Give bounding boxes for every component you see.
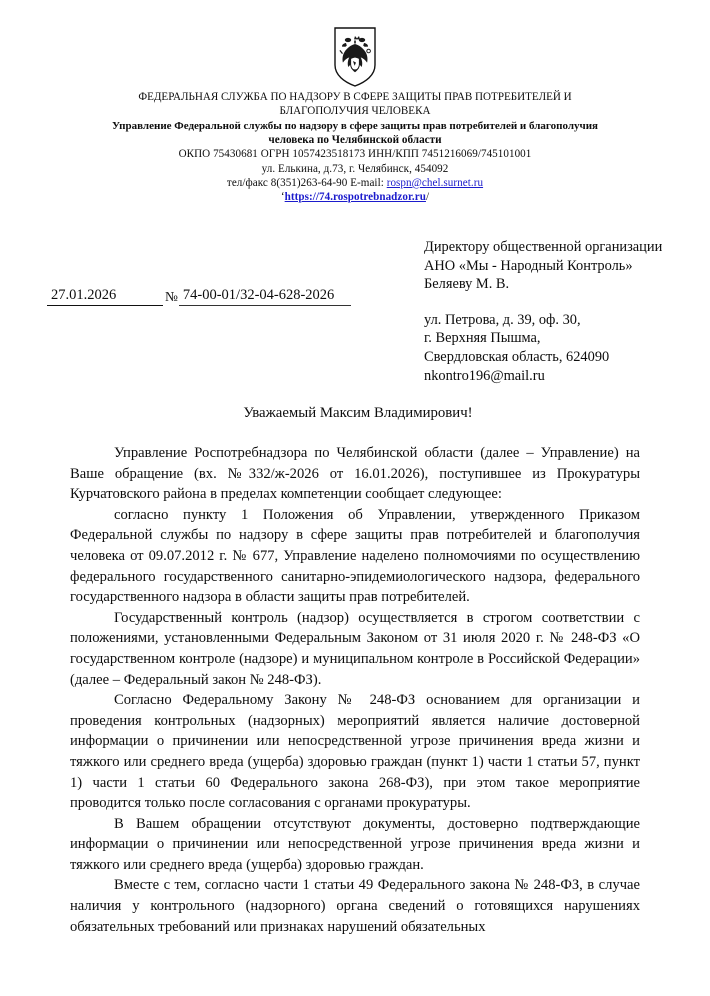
body-paragraph-1: Управление Роспотребнадзора по Челябинской области (далее – Управление) на Ваше обращение (вх. №332/ж-2026 от 16.01.2026), поступившее из Прокуратуры Курчатовского района в пределах компетенции сообщает следующее:: [70, 445, 640, 503]
letterhead-registration-codes: ОКПО 75430681 ОГРН 1057423518173 ИНН/КПП 7451216069/745101001: [178, 148, 532, 161]
emblem-container: [0, 0, 710, 87]
document-meta-row: [47, 287, 351, 306]
addressee-organization: АНО «Мы - Народный Контроль»: [424, 257, 633, 274]
letterhead-address: ул. Елькина, д.73, г. Челябинск, 454092: [261, 162, 449, 175]
addressee-street: ул. Петрова, д. 39, оф. 30,: [424, 311, 581, 328]
letterhead-line-3: Управление Федеральной службы по надзору в сфере защиты прав потребителей и благополучия: [112, 119, 598, 132]
russian-coat-of-arms-icon: [332, 27, 378, 87]
letter-body: [70, 404, 640, 937]
addressee-city: г. Верхняя Пышма,: [424, 330, 541, 347]
letterhead-phone-label: тел/факс 8(351)263-64-90 E-mail:: [226, 176, 384, 189]
website-suffix: /: [425, 191, 430, 204]
body-paragraph-3: Государственный контроль (надзор) осуществляется в строгом соответствии с положениями, установленными Федеральным Законом от 31 июля 2020 г. № 248-ФЗ «О государственном контроле (надзоре) и муниципальном контроле в Российской Федерации» (далее – Федеральный закон № 248-ФЗ).: [70, 609, 640, 688]
addressee-block: [424, 238, 686, 385]
website-link[interactable]: https://74.rospotrebnadzor.ru: [284, 191, 426, 204]
addressee-spacer: [424, 294, 686, 311]
body-paragraph-6: Вместе с тем, согласно части 1 статьи 49 Федерального закона № 248-ФЗ, в случае наличия у контрольного (надзорного) органа сведений о готовящихся нарушениях обязательных требований или признаках нарушений обязательных: [70, 877, 640, 935]
letterhead: [0, 90, 710, 204]
body-paragraph-5: В Вашем обращении отсутствуют документы, достоверно подтверждающие информации о причинении или непосредственной угрозе причинения вреда жизни и тяжкого или среднего вреда (ущерба) здоровью граждан.: [70, 815, 640, 873]
addressee-position: Директору общественной организации: [424, 239, 663, 255]
website-quote-mark: ‘: [280, 191, 285, 204]
body-paragraph-4: Согласно Федеральному Закону № 248-ФЗ основанием для организации и проведения контрольных (надзорных) мероприятий является наличие достоверной информации о причинении или непосредственной угрозе причинения вреда жизни и тяжкого или среднего вреда (ущерба) здоровью граждан (пункт 1) части 1 статьи 57, пункт 1) части 1 статьи 60 Федерального закона 268-ФЗ), при этом такое мероприятие проводится только после согласования с органами прокуратуры.: [70, 692, 640, 812]
letterhead-contacts: [56, 176, 654, 190]
number-symbol: №: [165, 289, 178, 304]
addressee-email: nkontro196@mail.ru: [424, 367, 545, 384]
email-link[interactable]: rospn@chel.surnet.ru: [386, 176, 484, 189]
document-date: 27.01.2026: [47, 287, 163, 306]
addressee-region: Свердловская область, 624090: [424, 348, 610, 365]
document-number: 74-00-01/32-04-628-2026: [179, 287, 351, 306]
salutation: Уважаемый Максим Владимирович!: [243, 405, 473, 421]
addressee-name: Беляеву М. В.: [424, 276, 510, 293]
letterhead-line-2: БЛАГОПОЛУЧИЯ ЧЕЛОВЕКА: [279, 105, 431, 118]
letterhead-line-1: ФЕДЕРАЛЬНАЯ СЛУЖБА ПО НАДЗОРУ В СФЕРЕ ЗАЩИТЫ ПРАВ ПОТРЕБИТЕЛЕЙ И: [138, 91, 572, 103]
letterhead-line-4: человека по Челябинской области: [268, 134, 442, 146]
body-paragraph-2: согласно пункту 1 Положения об Управлении, утвержденного Приказом Федеральной службы по надзору в сфере защиты прав потребителей и благополучия человека от 09.07.2012 г. № 677, Управление наделено полномочиями по осуществлению федерального государственного санитарно-эпидемиологического надзора, федерального государственного надзора в области защиты прав потребителей.: [70, 506, 640, 606]
letterhead-website-row: [56, 190, 654, 204]
